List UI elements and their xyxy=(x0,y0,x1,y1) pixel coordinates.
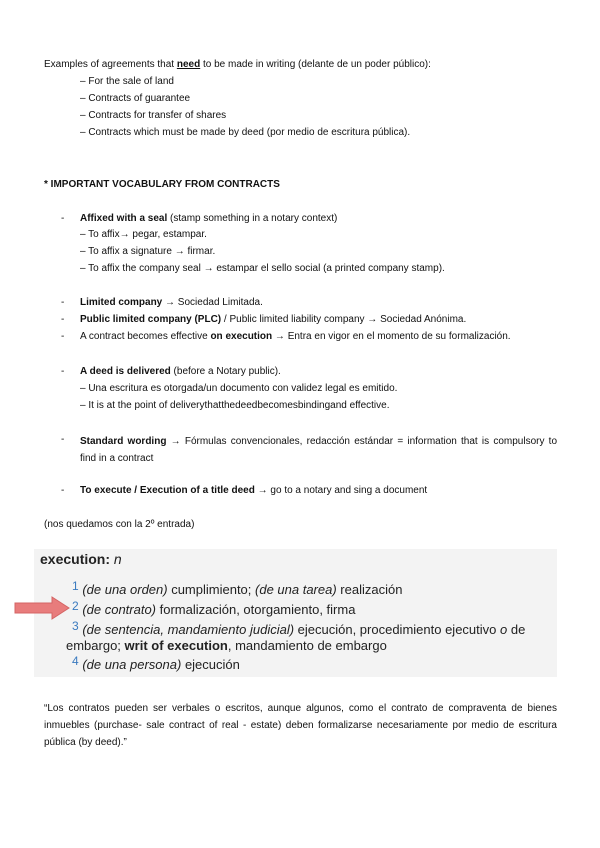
definition: → Entra en vigor en el momento de su formalización. xyxy=(272,331,511,342)
bullet-dash: - xyxy=(61,297,65,308)
sense-context: (de una tarea) xyxy=(255,582,337,597)
sense-text: ejecución, procedimiento ejecutivo xyxy=(294,622,500,637)
vocab-deed xyxy=(80,365,281,378)
sense-phrase: writ of execution xyxy=(124,638,228,653)
intro-item: – Contracts of guarantee xyxy=(80,93,191,104)
quote-paragraph: “Los contratos pueden ser verbales o escritos, aunque algunos, como el contrato de compraventa de bienes inmuebles (purchase- sale contract of real - estate) deben formalizarse necesariamente por medio de escritura pública (by deed).” xyxy=(44,703,557,748)
vocab-execute xyxy=(80,484,427,497)
intro-item: – For the sale of land xyxy=(80,76,174,87)
term: Affixed with a seal xyxy=(80,213,168,224)
term: Limited company xyxy=(80,297,163,308)
definition: / Public limited liability company → Sociedad Anónima. xyxy=(221,314,467,325)
sense-text: realización xyxy=(336,582,403,597)
definition: → go to a notary and sing a document xyxy=(254,485,428,496)
bullet-dash: - xyxy=(61,434,65,445)
sub-item: – To affix the company seal → estampar el sello social (a printed company stamp). xyxy=(80,263,445,274)
vocab-plc xyxy=(80,313,466,326)
sense-context: (de una persona) xyxy=(82,657,182,672)
intro-item: – Contracts which must be made by deed (por medio de escritura pública). xyxy=(80,127,411,138)
bullet-dash: - xyxy=(61,331,65,342)
vocab-limited xyxy=(80,296,263,309)
definition: A contract becomes effective xyxy=(80,331,211,342)
sense-context: (de una orden) xyxy=(82,582,168,597)
headword: execution: xyxy=(40,551,111,567)
sense-context: (de contrato) xyxy=(82,602,157,617)
note-line: (nos quedamos con la 2º entrada) xyxy=(44,519,195,530)
term: on execution xyxy=(210,331,273,342)
sense-text: embargo; xyxy=(66,638,125,653)
right-arrow-icon xyxy=(14,596,70,620)
vocab-heading: * IMPORTANT VOCABULARY FROM CONTRACTS xyxy=(44,179,280,190)
bullet-dash: - xyxy=(61,314,65,325)
sense-text: cumplimiento; xyxy=(167,582,256,597)
vocab-seal xyxy=(80,212,337,225)
bullet-dash: - xyxy=(61,485,65,496)
intro-item: – Contracts for transfer of shares xyxy=(80,110,227,121)
definition: (before a Notary public). xyxy=(170,366,281,377)
sense-number: 3 xyxy=(72,619,79,633)
sense-number: 4 xyxy=(72,654,79,668)
intro-emphasis: need xyxy=(176,59,201,70)
dictionary-entry xyxy=(34,549,557,677)
sense-number: 1 xyxy=(72,579,79,593)
dictionary-sense xyxy=(72,619,526,638)
definition: → Sociedad Limitada. xyxy=(162,297,263,308)
definition: (stamp something in a notary context) xyxy=(167,213,338,224)
sense-text: ejecución xyxy=(181,657,240,672)
sub-item: – To affix a signature → firmar. xyxy=(80,246,216,257)
sense-context: (de sentencia, mandamiento judicial) xyxy=(82,622,295,637)
dictionary-sense xyxy=(72,579,403,598)
bullet-dash: - xyxy=(61,366,65,377)
intro-post: to be made in writing (delante de un poder público): xyxy=(200,59,431,70)
dictionary-sense-selected xyxy=(72,599,356,618)
dictionary-sense xyxy=(72,654,240,673)
intro-line xyxy=(44,58,431,71)
sense-conjunction: o xyxy=(500,622,508,637)
vocab-wording xyxy=(80,433,557,467)
sub-item: – It is at the point of deliverythatthedeedbecomesbindingand effective. xyxy=(80,400,390,411)
vocab-effective xyxy=(80,330,511,343)
sense-number: 2 xyxy=(72,599,79,613)
part-of-speech: n xyxy=(113,551,122,567)
sub-item: – To affix→ pegar, estampar. xyxy=(80,229,207,240)
term: Public limited company (PLC) xyxy=(80,314,222,325)
sub-item: – Una escritura es otorgada/un documento con validez legal es emitido. xyxy=(80,383,398,394)
bullet-dash: - xyxy=(61,213,65,224)
intro-pre: Examples of agreements that xyxy=(44,59,177,70)
dictionary-headword-line xyxy=(40,551,122,567)
term: To execute / Execution of a title deed xyxy=(80,485,255,496)
sense-text: de xyxy=(507,622,526,637)
term: A deed is delivered xyxy=(80,366,171,377)
sense-text: formalización, otorgamiento, firma xyxy=(156,602,356,617)
dictionary-sense-continuation xyxy=(66,638,387,654)
definition: → Fórmulas convencionales, redacción estándar = information that is compulsory to find in a contract xyxy=(80,436,558,464)
sense-text: , mandamiento de embargo xyxy=(227,638,387,653)
term: Standard wording xyxy=(80,436,167,447)
